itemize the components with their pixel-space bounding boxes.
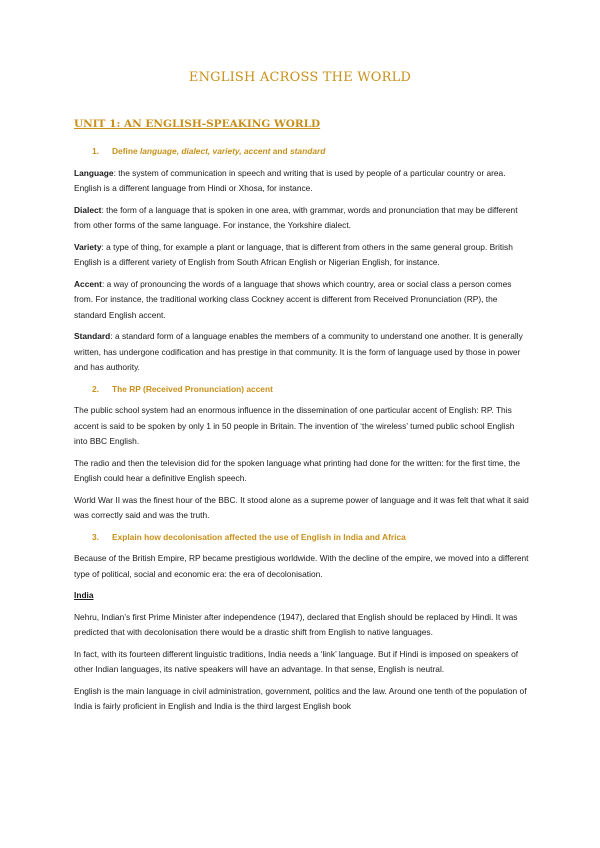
- question-2-heading: 2. The RP (Received Pronunciation) accent: [74, 382, 530, 398]
- unit-heading: UNIT 1: AN ENGLISH-SPEAKING WORLD: [74, 118, 321, 130]
- definition-term: Language: [74, 167, 114, 178]
- paragraph: In fact, with its fourteen different linguistic traditions, India needs a ‘link’ language. But if Hindi is imposed on speakers of other Indian languages, its native speakers will have an advantage. In that sense, English is neutral.: [74, 648, 519, 674]
- definition-term: Standard: [74, 331, 111, 341]
- definition-language: Language: the system of communication in speech and writing that is used by people of a particular country or area. English is a different language from Hindi or Xhosa, for instance.: [74, 167, 506, 193]
- paragraph: Because of the British Empire, RP became prestigious worldwide. With the decline of the empire, we moved into a different type of political, social and economic era: the era of decolonisation.: [74, 553, 529, 579]
- question-3-heading: 3. Explain how decolonisation affected the use of English in India and Africa: [74, 530, 530, 546]
- paragraph: World War II was the finest hour of the BBC. It stood alone as a supreme power of language and it was felt that what it said was correctly said and was the truth.: [74, 494, 529, 520]
- paragraph: The radio and then the television did for the spoken language what printing had done for the written: for the first time, the English could hear a definitive English speech.: [74, 457, 521, 483]
- definition-term: Dialect: [74, 204, 102, 215]
- question-3-number: 3.: [92, 531, 99, 542]
- india-subheading: India: [74, 590, 94, 600]
- page-title: ENGLISH ACROSS THE WORLD: [188, 70, 412, 85]
- definition-term: Accent: [74, 278, 102, 289]
- definition-standard: Standard: a standard form of a language enables the members of a community to understand one another. It is generally written, has undergone codification and has prestige in that community. It is the form of language used by those in power and has authority.: [74, 331, 523, 372]
- paragraph: The public school system had an enormous influence in the dissemination of one particular accent of English: RP. This accent is said to be spoken by only 1 in 50 people in Britain. The invention of ‘the wireless’ turned public school English into BBC English.: [74, 405, 515, 446]
- document-body: [74, 144, 530, 721]
- paragraph: English is the main language in civil administration, government, politics and the law. Around one tenth of the population of India is fairly proficient in English and India is the third largest English book: [74, 685, 527, 711]
- question-1-number: 1.: [92, 146, 99, 156]
- question-2-number: 2.: [92, 383, 99, 394]
- definition-dialect: Dialect: the form of a language that is spoken in one area, with grammar, words and pronunciation that may be different from other forms of the same language. For instance, the Yorkshire dialect.: [74, 204, 518, 230]
- definition-accent: Accent: a way of pronouncing the words of a language that shows which country, area or social class a person comes from. For instance, the traditional working class Cockney accent is different from Received Pronunciation (RP), the standard English accent.: [74, 278, 512, 320]
- definition-variety: Variety: a type of thing, for example a plant or language, that is different from others in the same general group. British English is a different variety of English from South African English or Nigerian English, for instance.: [74, 241, 513, 267]
- question-1-heading: 1. Define language, dialect, variety, accent and standard: [74, 144, 530, 160]
- definition-term: Variety: [74, 241, 102, 252]
- paragraph: Nehru, Indian’s first Prime Minister after independence (1947), declared that English should be replaced by Hindi. It was predicted that with decolonisation there would be a drastic shift from English to native languages.: [74, 611, 518, 637]
